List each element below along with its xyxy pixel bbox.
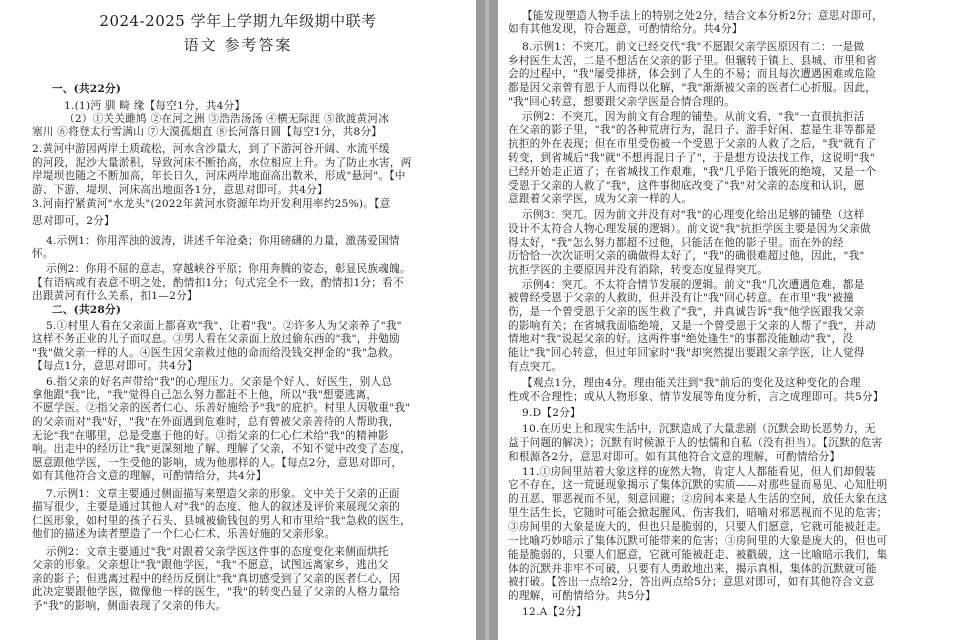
- right-text-line-43: 12.A【2分】: [522, 606, 588, 618]
- left-text-line-14: 【有语病或有表意不明之处，酌情扣1分；句式完全不一致，酌情扣1分；看不: [32, 277, 404, 289]
- left-text-line-25: 无论"我"在哪里，总是受惠于他的好。③指父亲的仁心仁术给"我"的精神影: [32, 430, 389, 442]
- left-text-line-7: 岸堤坝也随之不断加高，年长日久，河床两岸地面高出数米，形成"悬河"。【中: [32, 170, 406, 182]
- right-text-line-20: 示例4：突兀。不太符合情节发展的逻辑。前文"我"几次遭遇危难，都是: [522, 279, 865, 291]
- right-text-line-24: 情地对"我"说起父亲的好。这两件事"绝处逢生"的事都没能触动"我"，没: [508, 333, 854, 345]
- right-text-line-15: 示例3：突兀。因为前文并没有对"我"的心理变化给出足够的铺垫（这样: [522, 209, 865, 221]
- right-text-line-2: 如有其他发现，符合题意，可酌情给分。共4分】: [508, 23, 743, 35]
- right-text-line-31: 益于问题的解决）；沉默有时候源于人的怯懦和自私（没有担当）。【沉默的危害: [508, 437, 883, 449]
- left-text-line-18: 这样不务正业的儿子而叹息。③男人看在父亲面上放过偷东西的"我"，并勉励: [32, 333, 401, 345]
- left-text-line-9: 3.河南拧紧黄河"水龙头"(2022年黄河水资源年均开发利用率约25%)。【意: [32, 198, 391, 210]
- right-text-line-22: 伤，是一个曾受恩于父亲的医生救了"我"，并真诚告诉"我"他学医跟我父亲: [508, 306, 865, 318]
- left-text-line-37: 予"我"的影响，侧面表现了父亲的伟大。: [32, 600, 227, 612]
- left-text-line-17: 5.①村里人看在父亲面上都喜欢"我"、让着"我"。②许多人为父亲养了"我": [46, 320, 402, 332]
- right-text-line-40: 体的沉默并非牢不可破，只要有人勇敢地出来，揭示真相，集体的沉默就可能: [508, 563, 877, 575]
- right-text-line-5: 会的过程中，"我"屡受排挤，体会到了人生的不易；而且每次遭遇困难或危险: [508, 68, 877, 80]
- left-text-line-35: 亲的影子；但逃离过程中的经历反倒让"我"真切感受到了父亲的医者仁心，因: [32, 573, 401, 585]
- right-text-line-34: 它不存在，这一荒诞现象揭示了集体沉默的实质——对那些显而易见、心知肚明: [508, 479, 888, 491]
- right-text-line-19: 抗拒学医的主要原因并没有消除，转变态度显得突兀。: [508, 264, 769, 276]
- left-text-line-11: 4.示例1：你用浑浊的波涛，讲述千年沧桑；你用磅礴的力量，激荡爱国情: [46, 235, 400, 247]
- left-text-line-12: 怀。: [32, 248, 54, 260]
- right-text-line-10: 抗拒的外在表现；但在市里受伤被一个受恩于父亲的人救了之后，"我"就有了: [508, 138, 877, 150]
- right-text-line-28: 性或不合理性；或从人物形象、情节发展等角度分析，言之成理即可。共5分】: [508, 391, 884, 403]
- left-text-line-34: 父亲的形象。父亲想让"我"跟他学医，"我"不愿意，试图远离家乡，逃出父: [32, 559, 389, 571]
- left-text-line-4: 塞川 ⑥将登太行雪满山 ⑦大漠孤烟直 ⑧长河落日圆【每空1分，共8分】: [32, 126, 383, 138]
- left-text-line-2: 1.(1)沔 驯 畸 缘【每空1分，共4分】: [64, 100, 246, 112]
- left-text-line-28: 如有其他符合文意的理解，可酌情给分，共4分】: [32, 470, 267, 482]
- left-text-line-30: 描写很少，主要是通过其他人对"我"的态度、他人的叙述及评价来展现父亲的: [32, 501, 401, 513]
- left-text-line-22: 拿他跟"我"比，"我"觉得自己怎么努力都赶不上他，所以"我"想要逃离，: [32, 389, 378, 401]
- left-text-line-33: 示例2：文章主要通过"我"对跟着父亲学医这件事的态度变化来侧面烘托: [46, 546, 389, 558]
- right-text-line-27: 【观点1分，理由4分。理由能关注到"我"前后的变化及这种变化的合理: [522, 377, 861, 389]
- left-text-line-5: 2.黄河中游因两岸土质疏松，河水含沙量大，到了下游河谷开阔、水流平缓: [32, 143, 390, 155]
- left-text-line-13: 示例2：你用不屈的意志，穿越峡谷平原；你用奔腾的姿态，彰显民族魂魄。: [46, 263, 411, 275]
- right-text-line-37: ③房间里的大象是庞大的，但也只是脆弱的，只要人们愿意，它就可能被赶走。: [508, 521, 888, 533]
- left-text-line-8: 游、下游、堤坝、河床高出地面各1分，意思对即可。共4分】: [32, 184, 328, 196]
- right-text-line-29: 9.D【2分】: [522, 407, 581, 419]
- left-text-line-15: 出跟黄河有什么关系，扣1—2分】: [32, 290, 198, 302]
- right-text-line-25: 能让"我"回心转意，但过年回家时"我"却突然提出要跟父亲学医，让人觉得: [508, 347, 865, 359]
- left-text-line-19: "我"做父亲一样的人。④医生因父亲救过他的命而给没钱交押金的"我"急救。: [32, 347, 400, 359]
- left-text-line-6: 的河段，泥沙大量淤积，导致河床不断抬高，水位相应上升。为了防止水害，两: [32, 157, 412, 169]
- left-text-line-36: 此决定要跟他学医，做像他一样的医生，"我"的转变凸显了父亲的人格力量给: [32, 586, 401, 598]
- right-text-line-38: 一比喻巧妙暗示了集体沉默可能带来的危害；③房间里的大象是庞大的，但也可: [508, 535, 888, 547]
- right-text-line-14: 意跟着父亲学医，成为父亲一样的人。: [508, 193, 693, 205]
- right-text-line-41: 被打破。【答出一点给2分，答出两点给5分；意思对即可，如有其他符合文意: [508, 576, 875, 588]
- right-text-line-42: 的理解，可酌情给分。共5分】: [508, 590, 656, 602]
- right-text-line-18: 历恰恰一次次证明父亲的确做得太好了，"我"的确很难超过他，因此，"我": [508, 250, 865, 262]
- left-text-line-26: 响。出走中的经历让"我"更深刻地了解、理解了父亲，不知不觉中改变了态度，: [32, 443, 411, 455]
- right-text-line-1: 【能发现塑造人物手法上的特别之处2分，结合文本分析2分；意思对即可，: [522, 10, 883, 22]
- left-text-line-21: 6.指父亲的好名声带给"我"的心理压力。父亲是个好人、好医生，别人总: [46, 376, 393, 388]
- right-text-line-12: 已经开始走正道了；在省城找工作艰难，"我"几乎陷于饿死的绝境，又是一个: [508, 166, 877, 178]
- right-text-line-30: 10.在历史上和现实生活中，沉默造成了大量悲剧（沉默会助长恶势力，无: [522, 423, 876, 435]
- left-text-line-24: 的父亲而对"我"好，"我"在外面遇到危难时，总有曾被父亲善待的人帮助我，: [32, 416, 400, 428]
- right-document-page: [498, 0, 972, 640]
- left-text-line-3: （2）①关关雎鸠 ②在河之洲 ③浩浩汤汤 ④横无际涯 ⑤欲渡黄河冰: [64, 113, 390, 125]
- right-text-line-13: 受恩于父亲的人救了"我"，这件事彻底改变了"我"对父亲的态度和认识，愿: [508, 180, 865, 192]
- right-text-line-23: 的影响有关；在省城我面临绝境，又是一个曾受恩于父亲的人帮了"我"，并动: [508, 320, 877, 332]
- right-text-line-33: 11.①房间里站着大象这样的庞然大物，肯定人人都能看见，但人们却假装: [522, 466, 876, 478]
- left-text-line-23: 不愿学医。②指父亲的医者仁心、乐善好施给予"我"的庇护。村里人因敬重"我": [32, 402, 411, 414]
- right-text-line-32: 和根源各2分，意思对即可。如有其他符合文意的理解，可酌情给分】: [508, 451, 841, 463]
- left-text-line-1: 一、(共22分): [52, 83, 122, 95]
- left-document-page: [0, 0, 476, 640]
- left-text-line-29: 7.示例1：文章主要通过侧面描写来塑造父亲的形象。文中关于父亲的正面: [46, 488, 400, 500]
- right-text-line-16: 设计不太符合人物心理发展的逻辑）。前文说"我"抗拒学医主要是因为父亲做: [508, 223, 871, 235]
- page-divider: [485, 0, 489, 640]
- right-text-line-36: 里生活生长，它随时可能会掀起腥风、伤害我们，暗喻对邪恶视而不见的危害；: [508, 507, 888, 519]
- right-text-line-9: 在父亲的影子里，"我"的各种荒唐行为，混日子、游手好闲、惹是生非等都是: [508, 124, 877, 136]
- document-subtitle: 语文 参考答案: [183, 36, 293, 54]
- right-text-line-7: "我"回心转意，想要跟父亲学医是合情合理的。: [508, 96, 736, 108]
- right-text-line-39: 能是脆弱的，只要人们愿意，它就可能被赶走、被戳破，这一比喻暗示我们，集: [508, 549, 888, 561]
- right-text-line-6: 都是因父亲曾有恩于人而得以化解，"我"渐渐被父亲的医者仁心折服。因此，: [508, 82, 877, 94]
- left-text-line-16: 二、(共28分): [52, 304, 122, 316]
- document-title: 2024-2025 学年上学期九年级期中联考: [99, 12, 377, 30]
- left-text-line-10: 思对即可，2分】: [32, 215, 115, 227]
- left-text-line-27: 愿意跟他学医，一生受他的影响，成为他那样的人。【每点2分，意思对即可，: [32, 457, 403, 469]
- right-text-line-21: 被曾经受恩于父亲的人救助，但并没有让"我"回心转意。在市里"我"被撞: [508, 292, 854, 304]
- right-text-line-35: 的丑恶、罪恶视而不见，刻意回避；②房间本来是人生活的空间，放任大象在这: [508, 493, 888, 505]
- left-text-line-20: 【每点1分，意思对即可。共4分】: [32, 360, 198, 372]
- left-text-line-32: 他们的描述为读者塑造了一个仁心仁术、乐善好施的父亲形象。: [32, 528, 336, 540]
- right-text-line-26: 有点突兀。: [508, 361, 563, 373]
- right-text-line-4: 乡村医生太苦，二是不想活在父亲的影子里。但辗转于镇上、县城、市里和省: [508, 55, 877, 67]
- left-text-line-31: 仁医形象，如村里的孩子石头、县城被偷钱包的男人和市里给"我"急救的医生，: [32, 515, 411, 527]
- right-text-line-3: 8.示例1：不突兀。前文已经交代"我"不愿跟父亲学医原因有二：一是做: [522, 41, 865, 53]
- right-text-line-11: 转变，到省城后"我"就"不想再混日子了"，于是想方设法找工作，这说明"我": [508, 152, 875, 164]
- right-text-line-17: 得太好，"我"怎么努力都超不过他，只能活在他的影子里。而在外的经: [508, 237, 844, 249]
- right-text-line-8: 示例2：不突兀，因为前文有合理的铺垫。从前文看，"我"一直很抗拒活: [522, 111, 865, 123]
